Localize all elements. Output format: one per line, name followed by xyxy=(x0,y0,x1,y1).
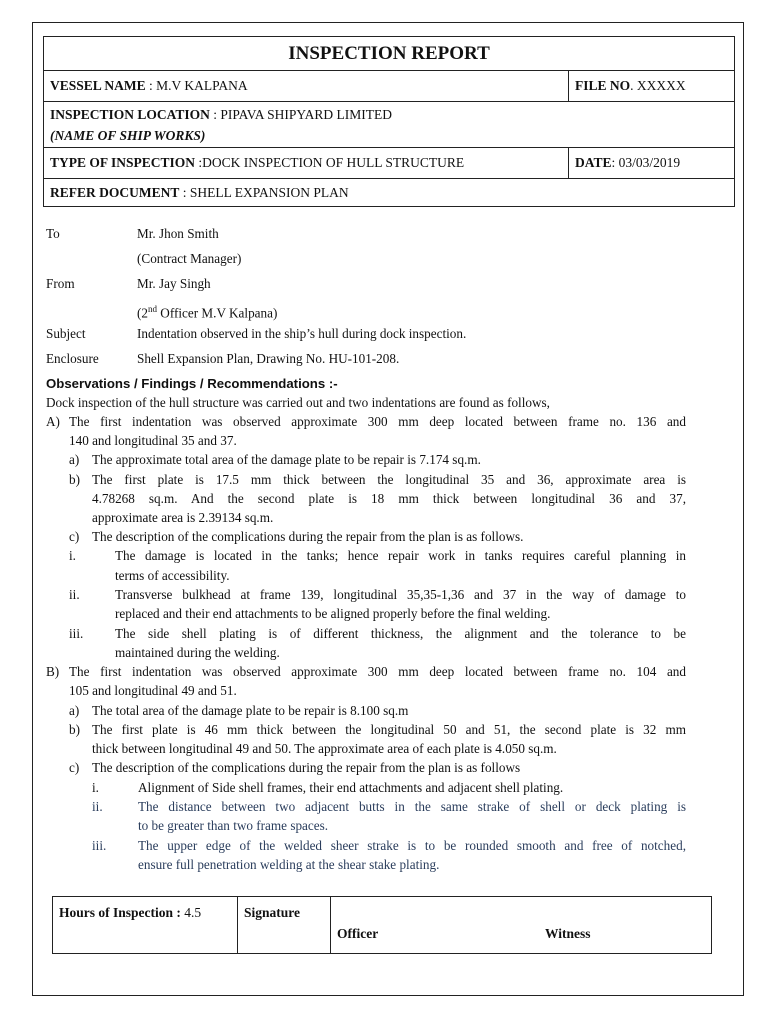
file-label: FILE NO xyxy=(575,78,631,93)
Ai-line-1: The damage is located in the tanks; hence repair work in tanks requires careful planning in xyxy=(115,548,686,563)
Bc-line-1: The description of the complications during the repair from the plan is as follows xyxy=(92,760,521,775)
Aii-marker: ii. xyxy=(69,587,80,602)
signature-table xyxy=(52,896,712,954)
intro-text: Dock inspection of the hull structure was carried out and two indentations are found as follows, xyxy=(46,395,550,410)
Aa-line-1: The approximate total area of the damage plate to be repair is 7.174 sq.m. xyxy=(92,452,481,467)
Ac-line-1: The description of the complications during the repair from the plan is as follows. xyxy=(92,529,524,544)
from-name: Mr. Jay Singh xyxy=(137,276,211,291)
Aa-marker: a) xyxy=(69,452,80,467)
Bii-marker: ii. xyxy=(92,799,103,814)
A-line-1: The first indentation was observed approximate 300 mm deep located between frame no. 136 and xyxy=(69,414,686,429)
officer-label: Officer xyxy=(337,926,379,941)
Bb-marker: b) xyxy=(69,722,80,737)
from-label: From xyxy=(46,276,75,291)
Aiii-line-2: maintained during the welding. xyxy=(115,645,280,660)
Biii-marker: iii. xyxy=(92,838,107,853)
refer-cell xyxy=(44,179,735,207)
from-role xyxy=(137,301,277,321)
Ai-marker: i. xyxy=(69,548,76,563)
from-role-sup: nd xyxy=(148,304,157,314)
Aii-line-2: replaced and their end attachments to be aligned properly before the final welding. xyxy=(115,606,551,621)
Bb-line-1: The first plate is 46 mm thick between the longitudinal 50 and 51, the second plate is 32 mm xyxy=(92,722,686,737)
observations-heading: Observations / Findings / Recommendations :- xyxy=(46,376,338,391)
Biii-line-1: The upper edge of the welded sheer strake is to be rounded smooth and free of notched, xyxy=(138,838,686,853)
from-role-pre: (2 xyxy=(137,305,148,321)
Bb-line-2: thick between longitudinal 49 and 50. The approximate area of each plate is 4.050 sq.m. xyxy=(92,741,557,756)
Aiii-marker: iii. xyxy=(69,626,84,641)
to-name: Mr. Jhon Smith xyxy=(137,226,219,241)
enclosure-value: Shell Expansion Plan, Drawing No. HU-101-208. xyxy=(137,351,400,366)
hours-cell xyxy=(53,897,238,954)
hours-label: Hours of Inspection : xyxy=(59,905,181,920)
vessel-value: : M.V KALPANA xyxy=(145,78,248,93)
Bii-line-1: The distance between two adjacent butts in the same strake of shell or deck plating is xyxy=(138,799,686,814)
location-value: : PIPAVA SHIPYARD LIMITED xyxy=(209,106,392,122)
B-marker: B) xyxy=(46,664,60,679)
Ba-line-1: The total area of the damage plate to be repair is 8.100 sq.m xyxy=(92,703,409,718)
date-cell xyxy=(569,148,735,179)
A-marker: A) xyxy=(46,414,60,429)
Ab-line-3: approximate area is 2.39134 sq.m. xyxy=(92,510,274,525)
witness-label: Witness xyxy=(545,926,591,941)
Ac-marker: c) xyxy=(69,529,80,544)
subject-label: Subject xyxy=(46,326,86,341)
location-sub: (NAME OF SHIP WORKS) xyxy=(50,127,206,143)
Biii-line-2: ensure full penetration welding at the shear stake plating. xyxy=(138,857,440,872)
A-line-2: 140 and longitudinal 35 and 37. xyxy=(69,433,237,448)
refer-label: REFER DOCUMENT xyxy=(50,184,180,200)
B-line-1: The first indentation was observed approximate 300 mm deep located between frame no. 104 and xyxy=(69,664,686,679)
vessel-cell xyxy=(44,71,569,102)
to-label: To xyxy=(46,226,60,241)
B-line-2: 105 and longitudinal 49 and 51. xyxy=(69,683,237,698)
Ab-line-2: 4.78268 sq.m. And the second plate is 18 mm thick between longitudinal 36 and 37, xyxy=(92,491,686,506)
date-value: : 03/03/2019 xyxy=(611,155,681,170)
Bii-line-2: to be greater than two frame spaces. xyxy=(138,818,329,833)
type-label: TYPE OF INSPECTION xyxy=(50,155,196,170)
sign-area xyxy=(331,897,712,954)
signature-cell xyxy=(238,897,331,954)
location-label: INSPECTION LOCATION xyxy=(50,106,210,122)
file-cell xyxy=(569,71,735,102)
Bc-marker: c) xyxy=(69,760,80,775)
enclosure-label: Enclosure xyxy=(46,351,99,366)
location-cell xyxy=(44,102,735,148)
subject-value: Indentation observed in the ship’s hull during dock inspection. xyxy=(137,326,467,341)
type-value: :DOCK INSPECTION OF HULL STRUCTURE xyxy=(195,155,465,170)
Ab-marker: b) xyxy=(69,472,80,487)
Ab-line-1: The first plate is 17.5 mm thick between the longitudinal 35 and 36, approximate area is xyxy=(92,472,686,487)
report-header-table xyxy=(43,36,735,207)
type-cell xyxy=(44,148,569,179)
Ai-line-2: terms of accessibility. xyxy=(115,568,230,583)
date-label: DATE xyxy=(575,155,612,170)
report-title: INSPECTION REPORT xyxy=(44,37,735,71)
Ba-marker: a) xyxy=(69,703,80,718)
file-value: . XXXXX xyxy=(630,78,686,93)
Bi-marker: i. xyxy=(92,780,99,795)
hours-value: 4.5 xyxy=(180,905,202,920)
Aii-line-1: Transverse bulkhead at frame 139, longitudinal 35,35-1,36 and 37 in the way of damage to xyxy=(115,587,686,602)
Bi-line-1: Alignment of Side shell frames, their end attachments and adjacent shell plating. xyxy=(138,780,564,795)
refer-value: : SHELL EXPANSION PLAN xyxy=(179,184,349,200)
signature-label: Signature xyxy=(244,905,301,920)
Aiii-line-1: The side shell plating is of different thickness, the alignment and the tolerance to be xyxy=(115,626,686,641)
from-role-post: Officer M.V Kalpana) xyxy=(157,305,278,321)
vessel-label: VESSEL NAME xyxy=(50,78,146,93)
to-role: (Contract Manager) xyxy=(137,251,242,266)
